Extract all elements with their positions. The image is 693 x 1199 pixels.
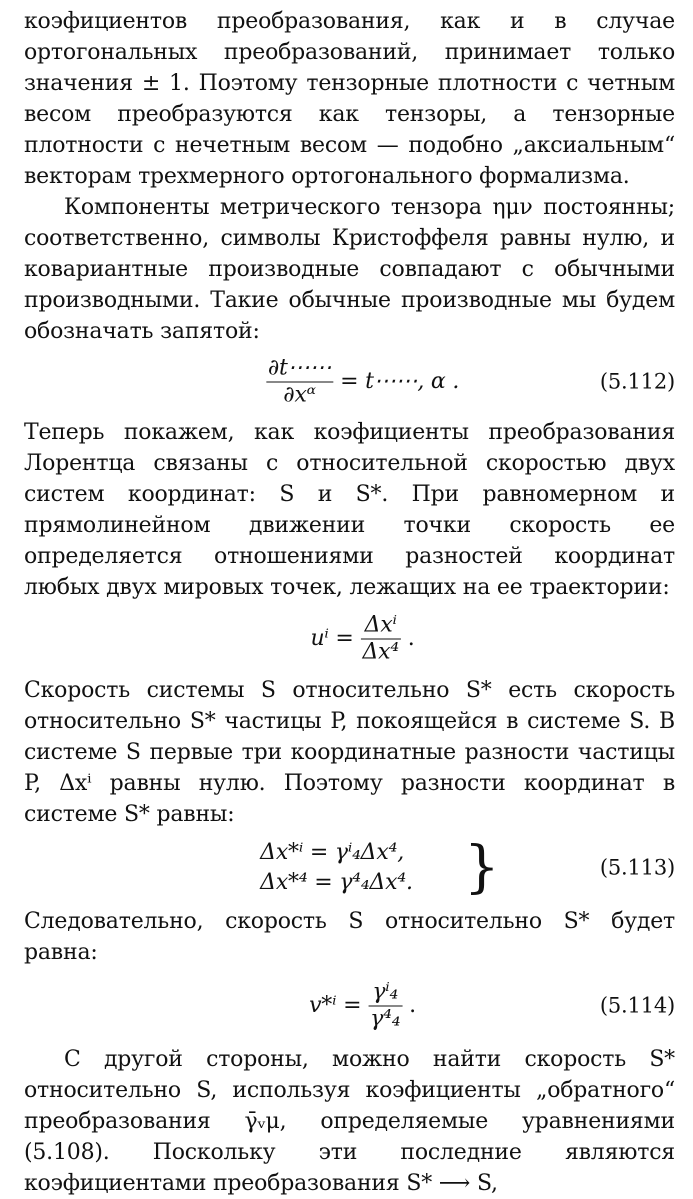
equation-5-112-fraction (266, 356, 333, 409)
equation-velocity-fraction (360, 613, 401, 666)
equation-velocity-tail: . (407, 626, 415, 651)
paragraph-6: С другой стороны, можно найти скорость S* относительно S, используя коэфициенты „обратного“ преобразования γ̄ᵥμ, определяемые уравнениями (5.108). Поскольку эти последние являются коэфициентами преобразования S* ⟶ S, (24, 1047, 675, 1196)
equation-5-114-denominator: γ⁴₄ (370, 1006, 401, 1032)
equation-5-114-lhs: v*ⁱ = (309, 993, 362, 1018)
equation-velocity-body (310, 613, 414, 666)
paragraph-2: Компоненты метрического тензора ημν постоянны; соответственно, символы Кристоффеля равны нулю, и ковариантные производные совпадают с обычными производными. Такие обычные производные мы будем обозначать запятой: (24, 195, 675, 344)
equation-5-114 (24, 968, 675, 1044)
equation-5-112-body (266, 356, 459, 409)
equation-5-114-tail: . (409, 993, 416, 1018)
equation-5-113 (24, 830, 675, 906)
paragraph-4: Скорость системы S относительно S* есть скорость относительно S* частицы P, покоящейся в системе S. В системе S первые три координатные разности частицы P, Δxⁱ равны нулю. Поэтому разности координат в системе S* равны: (24, 678, 675, 827)
equation-5-112-numerator: ∂t⋯⋯ (267, 355, 332, 381)
equation-5-113-number: (5.113) (599, 855, 675, 880)
equation-5-112-denominator: ∂xᵅ (283, 382, 316, 408)
paragraph-1: коэфициентов преобразования, как и в случае ортогональных преобразований, принимает только значения ± 1. Поэтому тензорные плотности с четным весом преобразуются как тензоры, а тензорные плотности с нечетным весом — подобно „аксиальным“ векторам трехмерного ортогонального формализма. (24, 9, 675, 189)
equation-velocity-lhs: uⁱ = (310, 626, 354, 651)
equation-5-113-line-2: Δx*⁴ = γ⁴₄Δx⁴. (260, 870, 413, 895)
equation-5-114-fraction (368, 980, 402, 1033)
equation-5-113-system (260, 838, 413, 898)
paragraph-5: Следовательно, скорость S относительно S* будет равна: (24, 909, 675, 965)
paragraph-3: Теперь покажем, как коэфициенты преобразования Лорентца связаны с относительной скоростью двух систем координат: S и S*. При равномерном и прямолинейном движении точки скорость ее определяется отношениями разностей координат любых двух мировых точек, лежащих на ее траектории: (24, 420, 675, 600)
equation-5-113-brace: } (464, 835, 500, 900)
equation-velocity-denominator: Δx⁴ (362, 639, 399, 665)
equation-5-113-line-1: Δx*ⁱ = γⁱ₄Δx⁴, (260, 840, 404, 865)
equation-velocity-numerator: Δxⁱ (360, 613, 401, 640)
equation-velocity (24, 603, 675, 675)
equation-5-114-body (309, 980, 416, 1033)
equation-5-112-number: (5.112) (599, 369, 675, 394)
equation-5-112-rhs: = t⋯⋯, α . (340, 369, 460, 394)
equation-5-112 (24, 347, 675, 417)
equation-5-114-number: (5.114) (599, 993, 675, 1018)
equation-5-114-numerator: γⁱ₄ (368, 980, 402, 1007)
